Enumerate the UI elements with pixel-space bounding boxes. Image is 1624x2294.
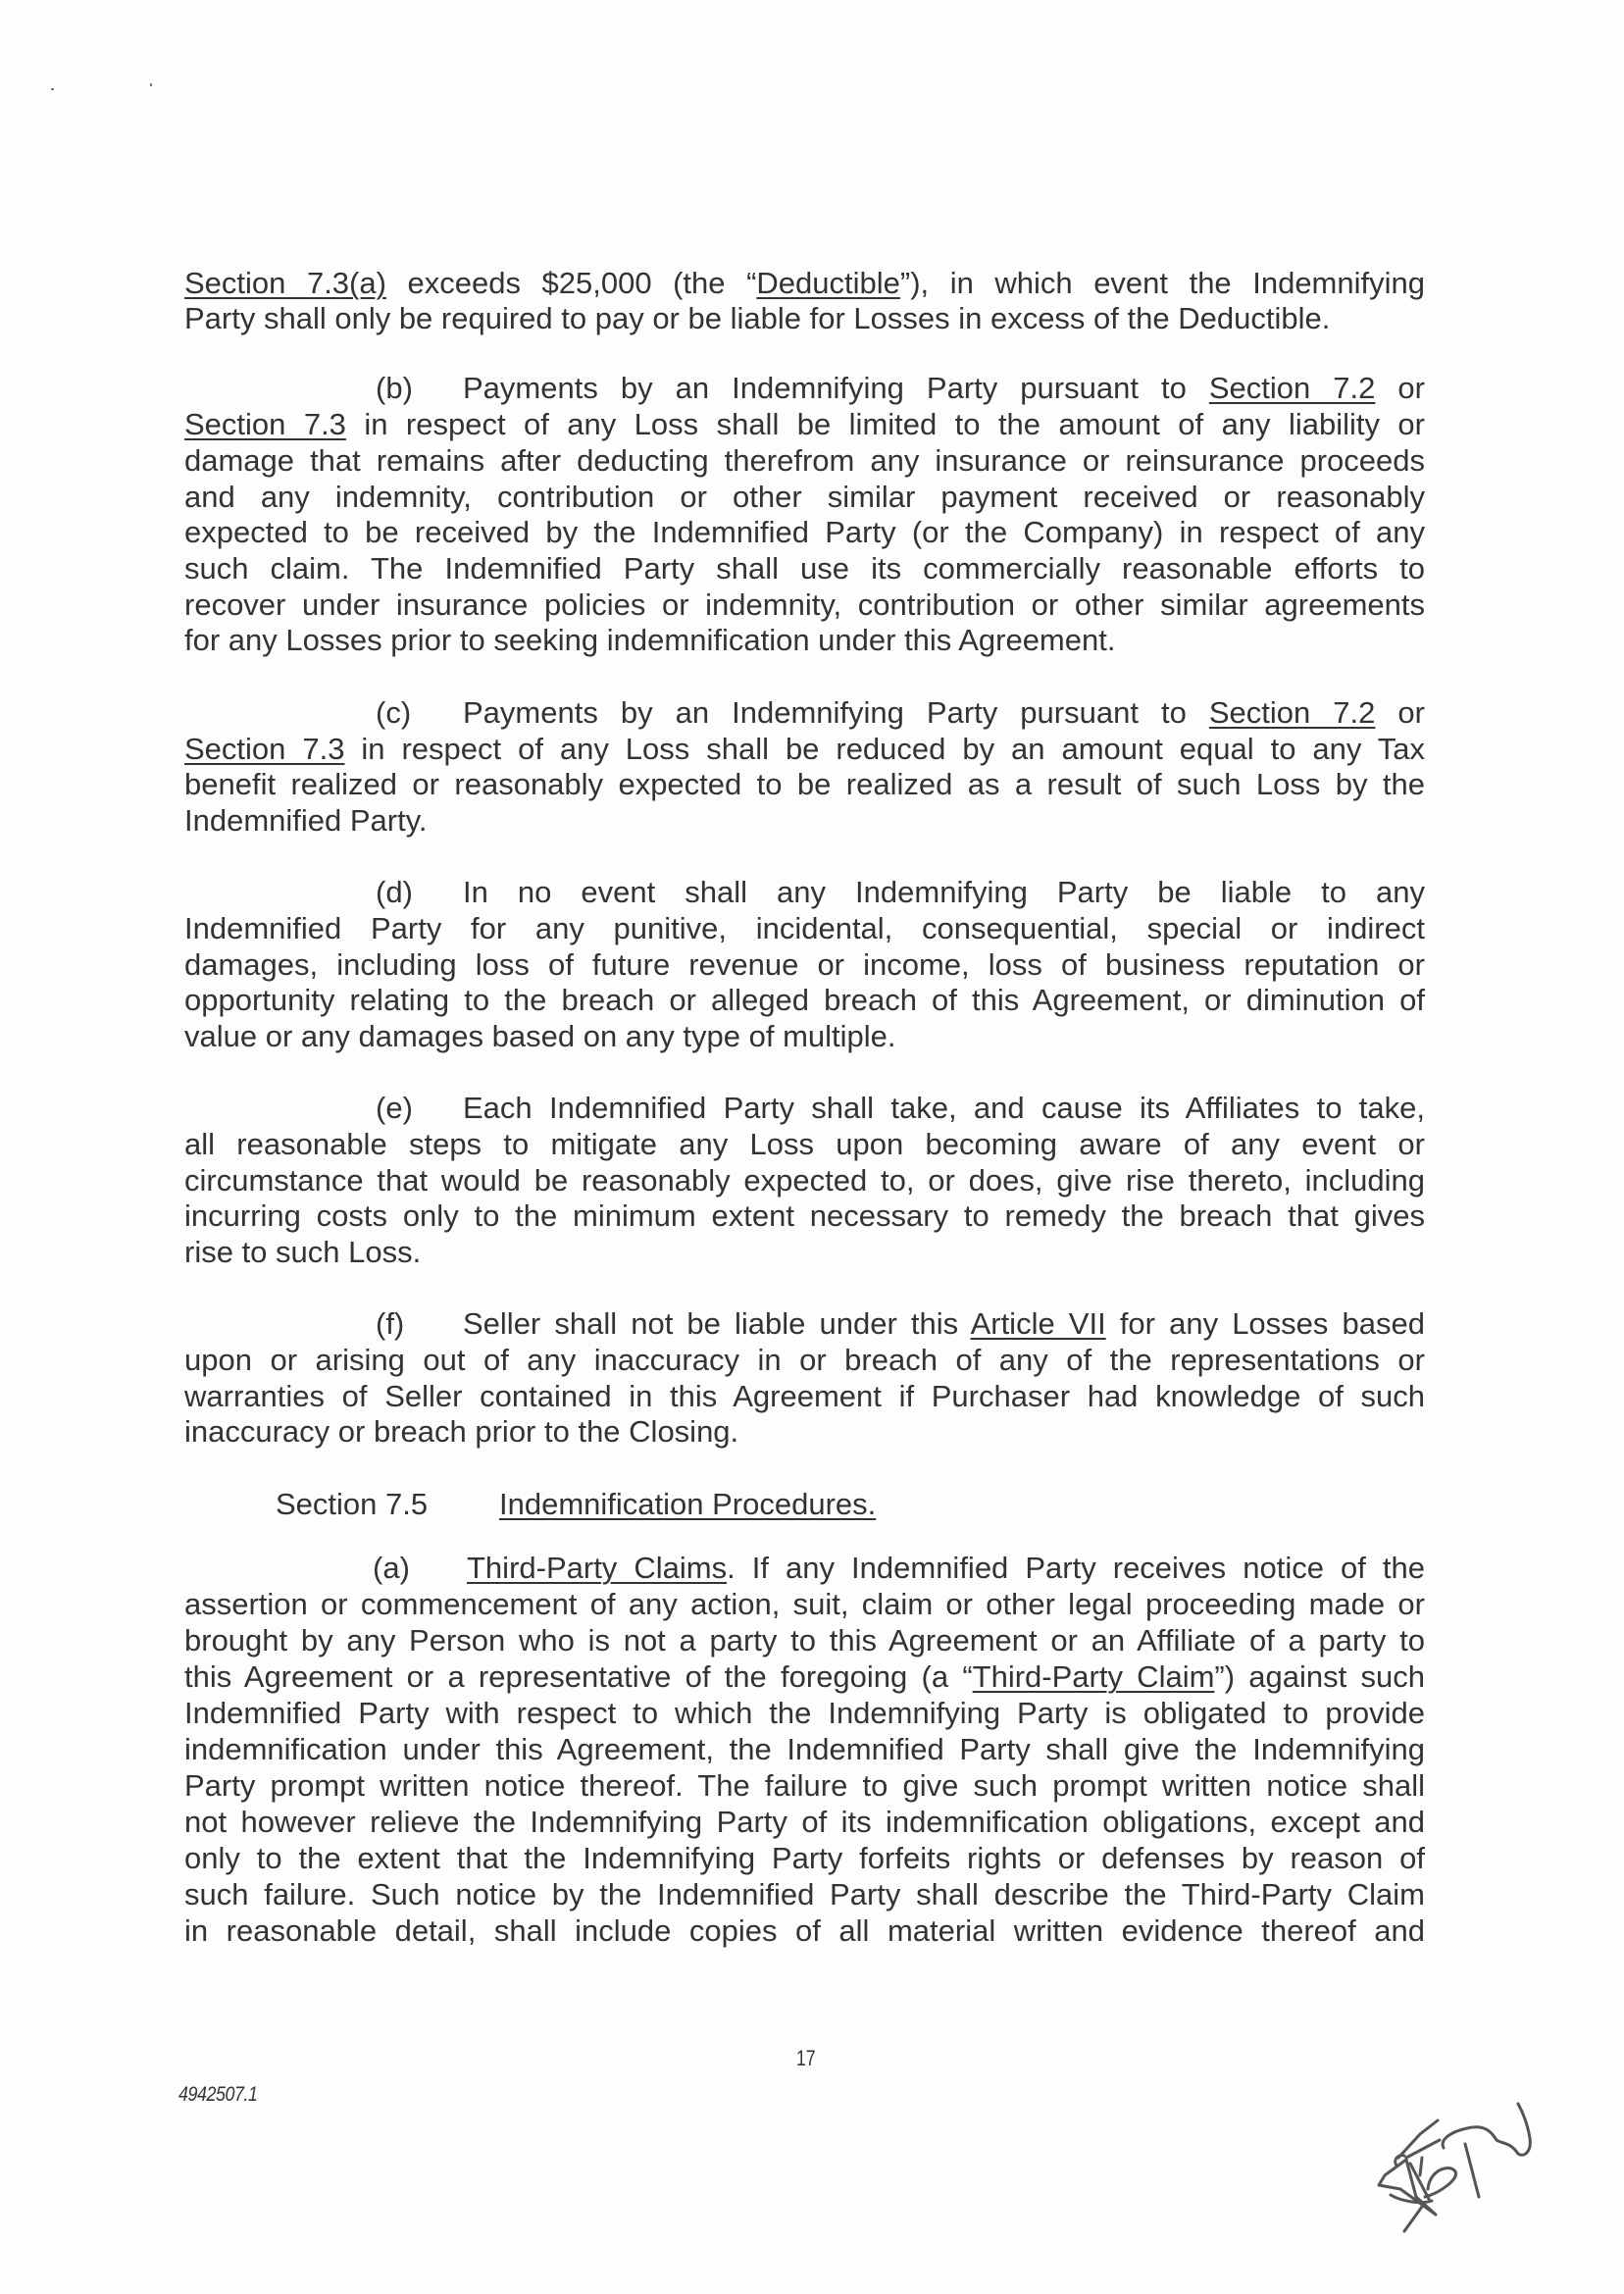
section-reference-link: Section 7.2 [1208, 371, 1376, 405]
text-line: Each Indemnified Party shall take, and cause its Affiliates to take, [463, 1091, 1425, 1125]
text-line: such failure. Such notice by the Indemnified Party shall describe the Third-Party Claim [184, 1877, 1425, 1912]
text-line: Section 7.3 in respect of any Loss shall be reduced by an amount equal to any Tax [184, 732, 1425, 766]
text-line: Party shall only be required to pay or be liable for Losses in excess of the Deductible. [184, 301, 1331, 335]
section-reference-link: Section 7.2 [1208, 695, 1376, 730]
section-reference-link: Section 7.3(a) [184, 266, 386, 300]
text-line: Payments by an Indemnifying Party pursuant to Section 7.2 or [463, 371, 1425, 405]
defined-term: Deductible [756, 266, 900, 300]
text-line: this Agreement or a representative of the foregoing (a “Third-Party Claim”) against such [184, 1659, 1425, 1694]
text-line: Section 7.3 in respect of any Loss shall be limited to the amount of any liability or [184, 407, 1425, 441]
paragraph-label: (c) [376, 695, 412, 730]
paragraph-label: (e) [376, 1091, 413, 1125]
text-line: Indemnified Party for any punitive, incidental, consequential, special or indirect [184, 911, 1425, 945]
scan-speck [51, 88, 54, 90]
text-line: rise to such Loss. [184, 1235, 422, 1269]
text-line: such claim. The Indemnified Party shall use its commercially reasonable efforts to [184, 551, 1425, 586]
text-line: inaccuracy or breach prior to the Closing. [184, 1414, 739, 1449]
text-line: assertion or commencement of any action, suit, claim or other legal proceeding made or [184, 1587, 1425, 1621]
text-line: damage that remains after deducting therefrom any insurance or reinsurance proceeds [184, 443, 1425, 478]
paragraph-label: (d) [376, 875, 413, 909]
text-line: indemnification under this Agreement, the Indemnified Party shall give the Indemnifying [184, 1732, 1425, 1766]
text-line: Section 7.3(a) exceeds $25,000 (the “Deductible”), in which event the Indemnifying [184, 266, 1425, 300]
document-id: 4942507.1 [178, 2083, 258, 2106]
text-line: Indemnified Party with respect to which the Indemnifying Party is obligated to provide [184, 1696, 1425, 1730]
text-line: In no event shall any Indemnifying Party be liable to any [463, 875, 1425, 909]
scan-speck [150, 83, 152, 86]
text-line: and any indemnity, contribution or other similar payment received or reasonably [184, 480, 1425, 514]
text-line: upon or arising out of any inaccuracy in or breach of any of the representations or [184, 1343, 1425, 1377]
paragraph-label: (b) [376, 371, 413, 405]
defined-term: Third-Party Claim [972, 1659, 1215, 1694]
text-line: Seller shall not be liable under this Article VII for any Losses based [463, 1306, 1425, 1341]
text-line: warranties of Seller contained in this Agreement if Purchaser had knowledge of such [184, 1379, 1425, 1413]
text-line: Party prompt written notice thereof. The failure to give such prompt written notice shall [184, 1768, 1425, 1803]
paragraph-label: (f) [376, 1306, 405, 1341]
subsection-heading: Third-Party Claims [467, 1551, 728, 1585]
text-line: circumstance that would be reasonably expected to, or does, give rise thereto, including [184, 1163, 1425, 1198]
text-line: not however relieve the Indemnifying Party of its indemnification obligations, except and [184, 1805, 1425, 1839]
section-reference-link: Section 7.3 [184, 732, 345, 766]
section-reference-link: Section 7.3 [184, 407, 346, 441]
text-line: for any Losses prior to seeking indemnification under this Agreement. [184, 623, 1116, 657]
page-number: 17 [796, 2046, 816, 2070]
text-line: expected to be received by the Indemnified Party (or the Company) in respect of any [184, 515, 1425, 549]
text-line: only to the extent that the Indemnifying Party forfeits rights or defenses by reason of [184, 1841, 1425, 1875]
text-line: incurring costs only to the minimum extent necessary to remedy the breach that gives [184, 1198, 1425, 1233]
text-line: recover under insurance policies or indemnity, contribution or other similar agreements [184, 587, 1425, 622]
text-line: damages, including loss of future revenue or income, loss of business reputation or [184, 947, 1425, 982]
text-line: all reasonable steps to mitigate any Loss upon becoming aware of any event or [184, 1127, 1425, 1161]
text-line: value or any damages based on any type of multiple. [184, 1019, 896, 1053]
text-line: Third-Party Claims. If any Indemnified Party receives notice of the [467, 1551, 1425, 1585]
text-line: Indemnified Party. [184, 803, 428, 838]
handwritten-initials-icon [1371, 2099, 1538, 2241]
article-reference-link: Article VII [970, 1306, 1106, 1341]
text-line: in reasonable detail, shall include copies of all material written evidence thereof and [184, 1913, 1425, 1948]
section-title: Indemnification Procedures. [499, 1487, 877, 1521]
text-line: benefit realized or reasonably expected to be realized as a result of such Loss by the [184, 767, 1425, 801]
text-line: opportunity relating to the breach or alleged breach of this Agreement, or diminution of [184, 983, 1425, 1017]
text-line: Payments by an Indemnifying Party pursuant to Section 7.2 or [463, 695, 1425, 730]
text-line: brought by any Person who is not a party to this Agreement or an Affiliate of a party to [184, 1623, 1425, 1657]
section-number: Section 7.5 [276, 1487, 429, 1521]
paragraph-label: (a) [373, 1551, 410, 1585]
